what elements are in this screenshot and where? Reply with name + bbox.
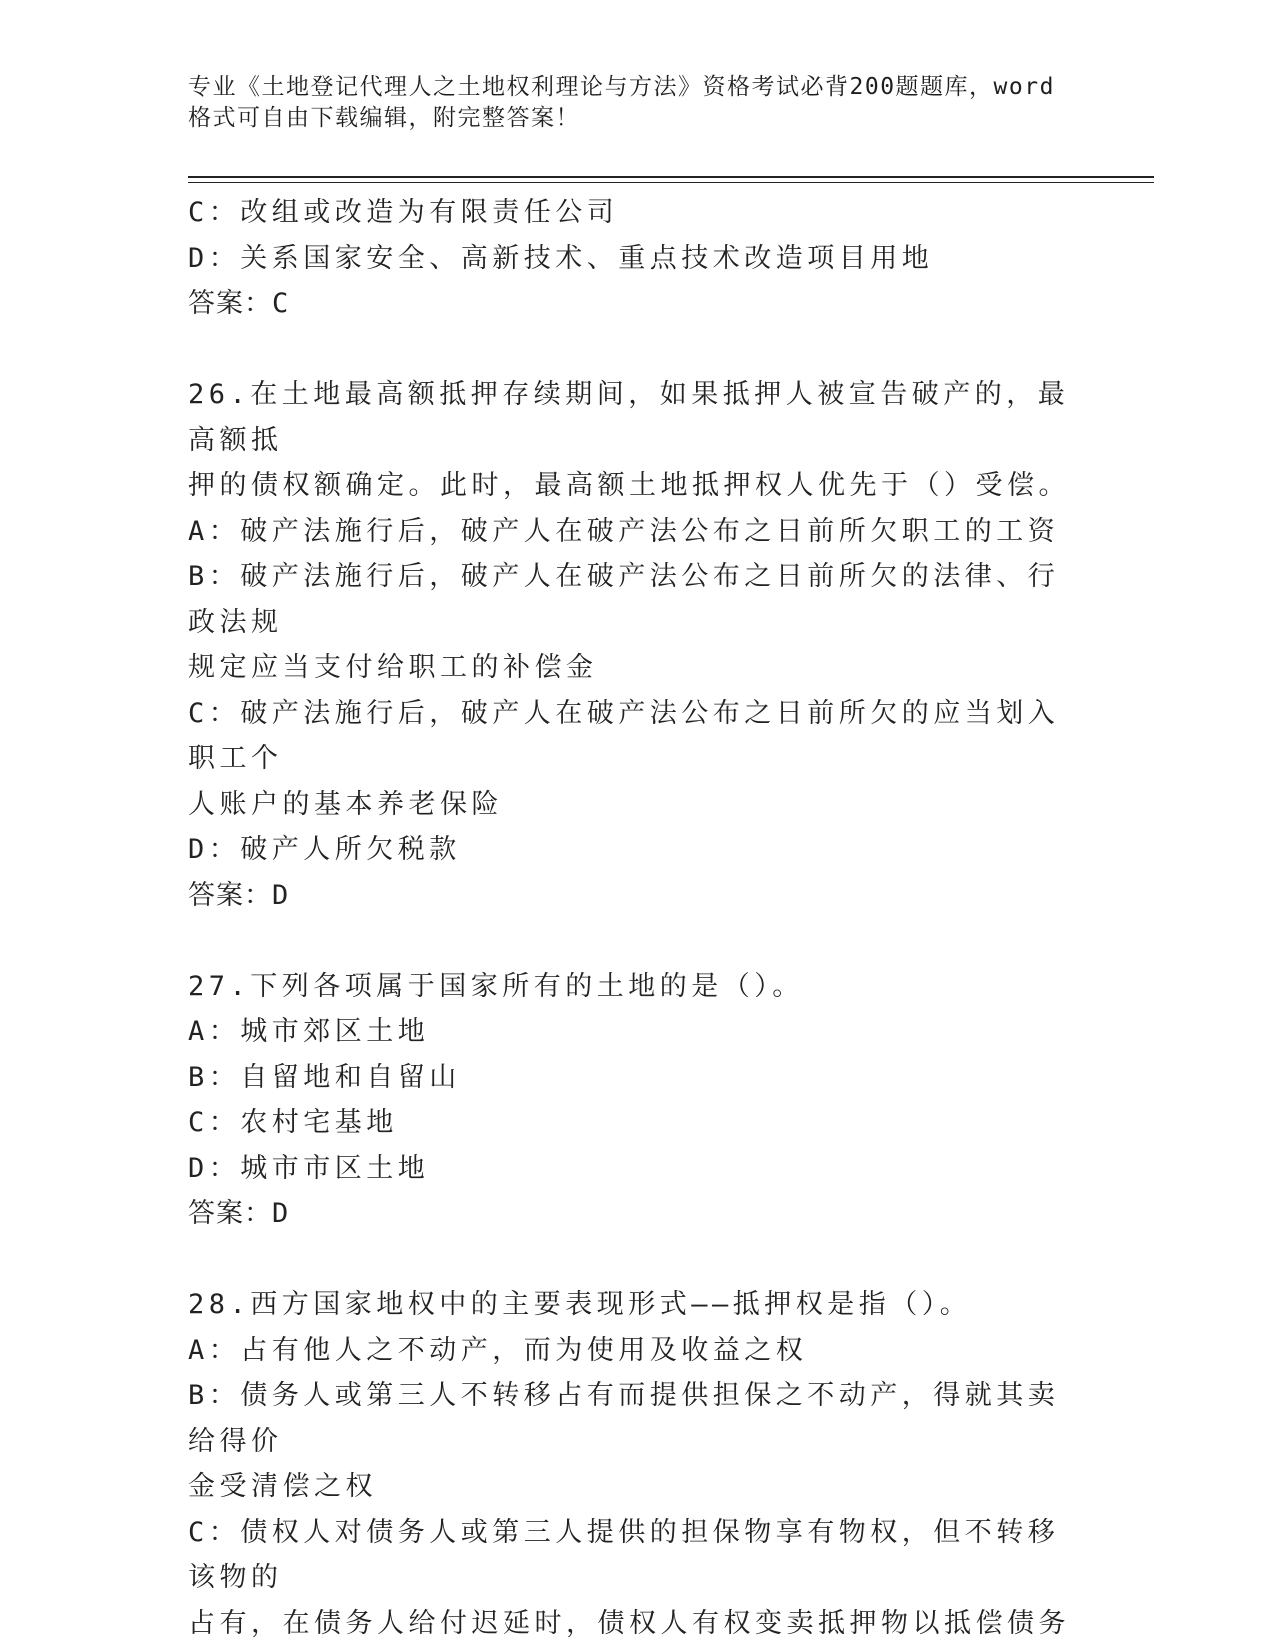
question-28 <box>188 1282 1088 1646</box>
document-body <box>188 190 1088 1646</box>
option-c-continued: 占有，在债务人给付迟延时，债权人有权变卖抵押物以抵偿债务 <box>188 1607 1070 1639</box>
page-header <box>188 72 1068 134</box>
option-b: B：破产法施行后，破产人在破产法公布之日前所欠的法律、行政法规 <box>188 561 1060 638</box>
option-d: D：关系国家安全、高新技术、重点技术改造项目用地 <box>188 242 934 274</box>
question-stem: 27.下列各项属于国家所有的土地的是（）。 <box>188 970 804 1002</box>
spacer <box>188 918 1088 964</box>
spacer <box>188 327 1088 373</box>
option-c: C：农村宅基地 <box>188 1107 398 1138</box>
option-d: D：破产人所欠税款 <box>188 834 461 865</box>
spacer <box>188 1237 1088 1283</box>
answer: 答案：D <box>188 879 290 911</box>
question-27 <box>188 964 1088 1237</box>
answer: 答案：C <box>188 288 290 319</box>
option-c-continued: 人账户的基本养老保险 <box>188 788 503 820</box>
question-stem: 28.西方国家地权中的主要表现形式——抵押权是指（）。 <box>188 1289 972 1320</box>
option-a: A：占有他人之不动产，而为使用及收益之权 <box>188 1334 808 1366</box>
option-b: B：自留地和自留山 <box>188 1061 461 1093</box>
option-b-continued: 金受清偿之权 <box>188 1471 377 1502</box>
answer: 答案：D <box>188 1198 290 1229</box>
option-b-continued: 规定应当支付给职工的补偿金 <box>188 652 598 683</box>
question-stem: 26.在土地最高额抵押存续期间，如果抵押人被宣告破产的，最高额抵 <box>188 379 1070 456</box>
question-stem-continued: 押的债权额确定。此时，最高额土地抵押权人优先于（）受偿。 <box>188 470 1070 501</box>
header-title-line-2: 格式可自由下载编辑，附完整答案！ <box>188 105 580 131</box>
option-a: A：城市郊区土地 <box>188 1016 430 1047</box>
question-25-tail <box>188 190 1088 327</box>
option-c: C：改组或改造为有限责任公司 <box>188 197 619 228</box>
header-rule-thin <box>188 182 1154 183</box>
header-rule-thick <box>188 176 1154 178</box>
option-d: D：城市市区土地 <box>188 1152 430 1184</box>
option-a: A：破产法施行后，破产人在破产法公布之日前所欠职工的工资 <box>188 515 1060 547</box>
option-c: C：破产法施行后，破产人在破产法公布之日前所欠的应当划入职工个 <box>188 697 1060 774</box>
option-c: C：债权人对债务人或第三人提供的担保物享有物权，但不转移该物的 <box>188 1516 1060 1593</box>
option-b: B：债务人或第三人不转移占有而提供担保之不动产，得就其卖给得价 <box>188 1380 1060 1457</box>
header-title-line-1: 专业《土地登记代理人之土地权利理论与方法》资格考试必背200题题库，word <box>188 74 1055 100</box>
question-26 <box>188 372 1088 918</box>
